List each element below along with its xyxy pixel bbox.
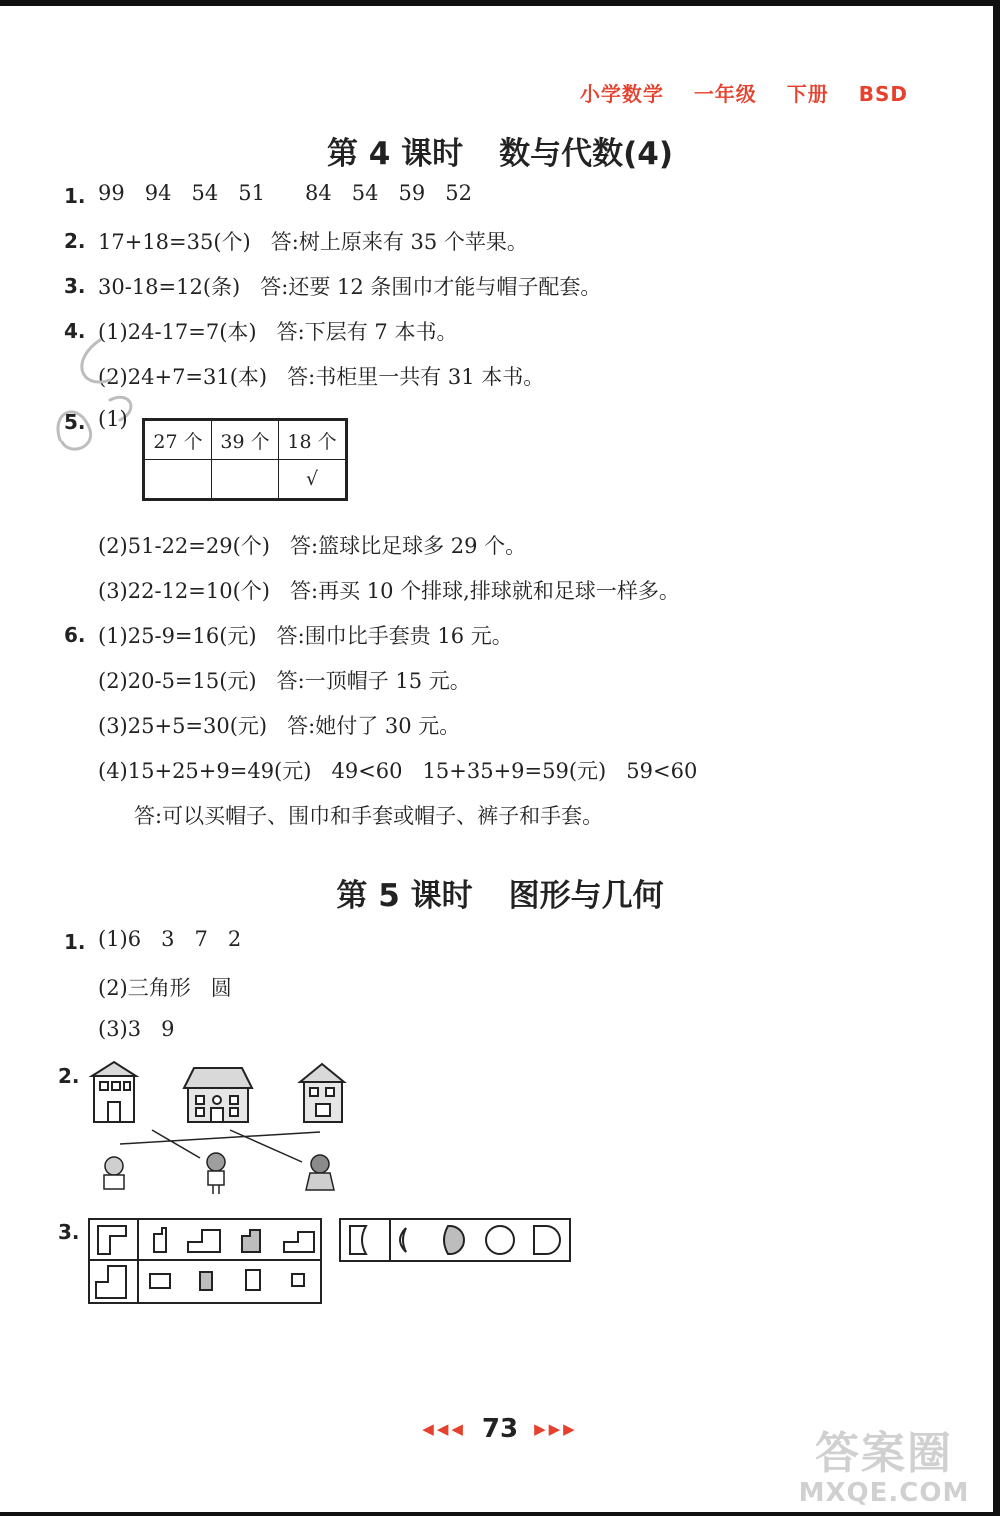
- d-shape-icon: [534, 1226, 560, 1254]
- house-icon: [300, 1064, 344, 1122]
- page-border-top: [0, 0, 1000, 6]
- circle-icon: [486, 1226, 514, 1254]
- next-arrows-icon: ▶▶▶: [534, 1420, 578, 1438]
- page-border-right: [993, 0, 1000, 1516]
- q5-part1-label: (1): [98, 407, 128, 431]
- header-edition: BSD: [858, 82, 908, 106]
- table-row: [144, 420, 347, 460]
- table-cell: [212, 460, 279, 500]
- prev-arrows-icon: ◀◀◀: [422, 1420, 466, 1438]
- q1-answer: 99 94 54 51 84 54 59 52: [98, 181, 472, 205]
- table-cell: 27 个: [144, 420, 212, 460]
- square-icon: [292, 1274, 304, 1286]
- q5-table: [142, 418, 348, 501]
- q6-part1: (1)25-9=16(元) 答:围巾比手套贵 16 元。: [98, 624, 513, 648]
- table-row: [144, 460, 347, 500]
- shapes-classification-diagram: [88, 1218, 578, 1306]
- l5-q3-number: 3.: [58, 1220, 80, 1244]
- q4-number: 4.: [64, 319, 86, 343]
- header-volume: 下册: [786, 82, 829, 106]
- page-number: 73: [481, 1414, 519, 1444]
- page-border-bottom: [0, 1512, 1000, 1516]
- match-line: [120, 1132, 320, 1144]
- check-mark-cell: √: [279, 460, 347, 500]
- house-icon: [184, 1068, 252, 1122]
- rectangle-icon: [200, 1272, 212, 1290]
- houses-matching-illustration: [80, 1058, 360, 1198]
- lesson5-title-topic: 图形与几何: [508, 878, 664, 914]
- lesson4-title-topic: 数与代数(4): [499, 136, 674, 172]
- table-cell: 39 个: [212, 420, 279, 460]
- lesson5-title: [0, 870, 1000, 915]
- watermark-title: 答案圈: [815, 1428, 953, 1479]
- l5-q1-number: 1.: [64, 930, 86, 954]
- q5-number: 5.: [64, 410, 86, 434]
- child-icon: [207, 1153, 225, 1194]
- q6-part3: (3)25+5=30(元) 答:她付了 30 元。: [98, 714, 461, 738]
- l5-q1-part2: (2)三角形 圆: [98, 976, 232, 1000]
- watermark-url: MXQE.COM: [798, 1478, 970, 1508]
- child-icon: [104, 1157, 124, 1189]
- q6-part2: (2)20-5=15(元) 答:一顶帽子 15 元。: [98, 669, 471, 693]
- q6-part4: (4)15+25+9=49(元) 49<60 15+35+9=59(元) 59<60: [98, 759, 698, 783]
- q6-number: 6.: [64, 623, 86, 647]
- q6-part4-answer: 答:可以买帽子、围巾和手套或帽子、裤子和手套。: [134, 804, 604, 828]
- half-circle-icon: [444, 1226, 464, 1254]
- l5-q1-part1: (1)6 3 7 2: [98, 927, 242, 951]
- q4-part2: (2)24+7=31(本) 答:书柜里一共有 31 本书。: [98, 365, 545, 389]
- table-cell: [144, 460, 212, 500]
- q2-answer: 17+18=35(个) 答:树上原来有 35 个苹果。: [98, 230, 528, 254]
- header-grade: 一年级: [693, 82, 757, 106]
- watermark-logo: [794, 1430, 974, 1508]
- q5-part3: (3)22-12=10(个) 答:再买 10 个排球,排球就和足球一样多。: [98, 579, 680, 603]
- l5-q1-part3: (3)3 9: [98, 1017, 175, 1041]
- lesson5-title-lesson: 第 5 课时: [336, 878, 473, 914]
- rectangle-icon: [246, 1270, 260, 1290]
- header-subject: 小学数学: [579, 82, 664, 106]
- q3-number: 3.: [64, 274, 86, 298]
- match-line: [152, 1130, 200, 1158]
- lesson4-title-lesson: 第 4 课时: [326, 136, 464, 172]
- q4-part1: (1)24-17=7(本) 答:下层有 7 本书。: [98, 320, 458, 344]
- child-icon: [306, 1155, 334, 1190]
- q1-number: 1.: [64, 184, 86, 208]
- page-header: [558, 78, 908, 107]
- q5-part2: (2)51-22=29(个) 答:篮球比足球多 29 个。: [98, 534, 527, 558]
- rectangle-icon: [150, 1274, 170, 1288]
- table-cell: 18 个: [279, 420, 347, 460]
- q3-answer: 30-18=12(条) 答:还要 12 条围巾才能与帽子配套。: [98, 275, 602, 299]
- house-icon: [92, 1062, 136, 1122]
- l5-q2-number: 2.: [58, 1064, 80, 1088]
- q2-number: 2.: [64, 229, 86, 253]
- lesson4-title: [0, 128, 1000, 173]
- pencil-scribble: [40, 330, 150, 470]
